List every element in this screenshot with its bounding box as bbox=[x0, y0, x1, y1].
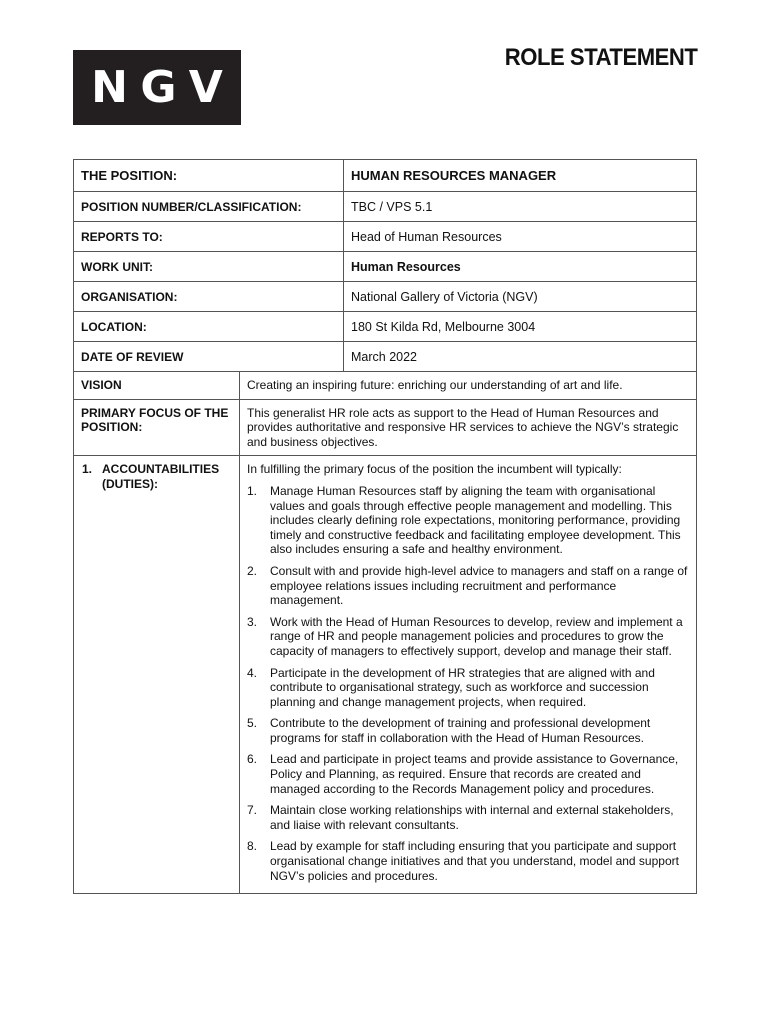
item-text: Maintain close working relationships with internal and external stakeholders, and liaise with relevant consultants. bbox=[270, 803, 674, 832]
item-text: Consult with and provide high-level advice to managers and staff on a range of employee relations issues including recruitment and performance management. bbox=[270, 563, 688, 608]
role-details-table bbox=[73, 371, 697, 894]
item-number: 5. bbox=[247, 716, 258, 731]
item-text: Lead by example for staff including ensuring that you participate and support organisational change initiatives and that you understand, model and support NGV’s policies and procedures. bbox=[270, 839, 679, 883]
info-row-organisation bbox=[74, 282, 697, 312]
vision-label: VISION bbox=[74, 372, 240, 400]
info-key: ORGANISATION: bbox=[74, 282, 344, 312]
info-key: POSITION NUMBER/CLASSIFICATION: bbox=[74, 192, 344, 222]
list-item bbox=[247, 564, 689, 608]
primary-focus-row bbox=[74, 399, 697, 456]
info-row-reports-to bbox=[74, 222, 697, 252]
info-value: 180 St Kilda Rd, Melbourne 3004 bbox=[344, 312, 697, 342]
item-number: 4. bbox=[247, 665, 258, 680]
accountabilities-heading bbox=[82, 462, 232, 491]
info-key: WORK UNIT: bbox=[74, 252, 344, 282]
item-number: 3. bbox=[247, 614, 258, 629]
item-text: Participate in the development of HR strategies that are aligned with and contribute to organisational strategy, such as workforce and succession planning and change management projects, when required. bbox=[270, 665, 655, 709]
vision-text: Creating an inspiring future: enriching our understanding of art and life. bbox=[240, 372, 697, 400]
info-value: National Gallery of Victoria (NGV) bbox=[344, 282, 697, 312]
accountabilities-intro: In fulfilling the primary focus of the position the incumbent will typically: bbox=[247, 462, 622, 477]
primary-focus-text: This generalist HR role acts as support to the Head of Human Resources and provides authoritative and responsive HR services to achieve the NGV’s strategic and business objectives. bbox=[240, 399, 697, 456]
info-row-work-unit bbox=[74, 252, 697, 282]
accountabilities-content bbox=[240, 456, 697, 894]
logo-letter-n: N bbox=[91, 62, 128, 113]
list-item bbox=[247, 484, 689, 557]
info-row-date-of-review bbox=[74, 342, 697, 372]
vision-row bbox=[74, 372, 697, 400]
info-value: March 2022 bbox=[344, 342, 697, 372]
item-number: 8. bbox=[247, 839, 258, 854]
info-value: HUMAN RESOURCES MANAGER bbox=[344, 160, 697, 192]
info-row-location bbox=[74, 312, 697, 342]
info-key: THE POSITION: bbox=[74, 160, 344, 192]
item-text: Lead and participate in project teams and provide assistance to Governance, Policy and Planning, as required. Ensure that records are created and managed according to the Records Management policy and procedures. bbox=[270, 752, 679, 796]
item-text: Manage Human Resources staff by aligning the team with organisational values and goals through effective people management and modelling. This includes clearly defining role expectations, monitoring performance, providing timely and constructive feedback and facilitating employee development. This also includes ensuring a safe and healthy environment. bbox=[270, 483, 681, 557]
list-item bbox=[247, 752, 689, 796]
document-title: ROLE STATEMENT bbox=[504, 44, 697, 71]
accountabilities-row bbox=[74, 456, 697, 894]
item-number: 2. bbox=[247, 563, 258, 578]
item-number: 6. bbox=[247, 752, 258, 767]
info-value: Human Resources bbox=[344, 252, 697, 282]
item-text: Work with the Head of Human Resources to develop, review and implement a range of HR and people management policies and procedures to grow the capacity of managers to effectively support, develop and manage their staff. bbox=[270, 614, 683, 658]
list-item bbox=[247, 666, 689, 710]
info-key: LOCATION: bbox=[74, 312, 344, 342]
accountabilities-number: 1. bbox=[82, 462, 93, 477]
logo-letter-v: V bbox=[188, 62, 223, 113]
info-key: REPORTS TO: bbox=[74, 222, 344, 252]
logo-letter-g: G bbox=[140, 62, 177, 113]
item-text: Contribute to the development of training and professional development programs for staff in collaboration with the Head of Human Resources. bbox=[270, 716, 651, 745]
info-row-position bbox=[74, 160, 697, 192]
accountabilities-label-cell bbox=[74, 456, 240, 894]
item-number: 7. bbox=[247, 803, 258, 818]
primary-focus-label: PRIMARY FOCUS OF THE POSITION: bbox=[74, 399, 240, 456]
position-info-table bbox=[73, 159, 697, 372]
info-row-classification bbox=[74, 192, 697, 222]
info-key: DATE OF REVIEW bbox=[74, 342, 344, 372]
info-value: Head of Human Resources bbox=[344, 222, 697, 252]
item-number: 1. bbox=[247, 483, 258, 498]
list-item bbox=[247, 839, 689, 883]
ngv-logo bbox=[73, 50, 241, 125]
duties-list bbox=[247, 484, 689, 883]
list-item bbox=[247, 615, 689, 659]
list-item bbox=[247, 803, 689, 832]
accountabilities-label: ACCOUNTABILITIES (DUTIES): bbox=[102, 462, 220, 491]
info-value: TBC / VPS 5.1 bbox=[344, 192, 697, 222]
list-item bbox=[247, 716, 689, 745]
